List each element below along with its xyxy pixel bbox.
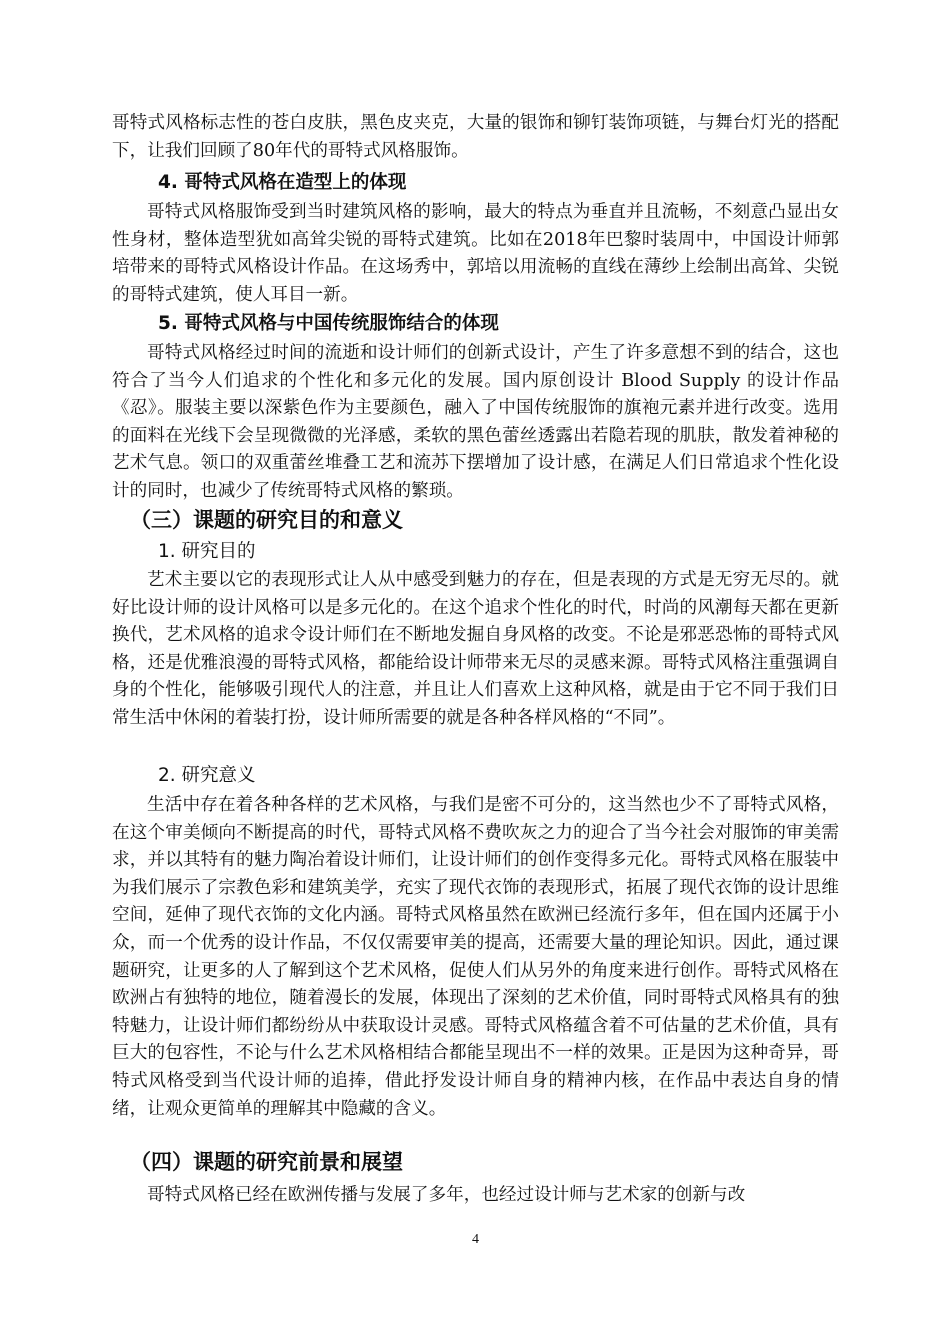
paragraph-research-significance [112, 792, 839, 1123]
section-heading-prospects: （四）课题的研究前景和展望 [130, 1150, 403, 1174]
heading-shape-expression: 4. 哥特式风格在造型上的体现 [158, 172, 407, 193]
paragraph: 生活中存在着各种各样的艺术风格，与我们是密不可分的，这当然也少不了哥特式风格，在这个审美倾向不断提高的时代，哥特式风格不费吹灰之力的迎合了当今社会对服饰的审美需求，并以其特有的魅力陶冶着设计师们，让设计师们的创作变得多元化。哥特式风格在服装中为我们展示了宗教色彩和建筑美学，充实了现代衣饰的表现形式，拓展了现代衣饰的设计思维空间，延伸了现代衣饰的文化内涵。哥特式风格虽然在欧洲已经流行多年，但在国内还属于小众，而一个优秀的设计作品，不仅仅需要审美的提高，还需要大量的理论知识。因此，通过课题研究，让更多的人了解到这个艺术风格，促使人们从另外的角度来进行创作。哥特式风格在欧洲占有独特的地位，随着漫长的发展，体现出了深刻的艺术价值，同时哥特式风格具有的独特魅力，让设计师们都纷纷从中获取设计灵感。哥特式风格蕴含着不可估量的艺术价值，具有巨大的包容性，不论与什么艺术风格相结合都能呈现出不一样的效果。正是因为这种奇异，哥特式风格受到当代设计师的追捧，借此抒发设计师自身的精神内核，在作品中表达自身的情绪，让观众更简单的理解其中隐藏的含义。 [112, 795, 839, 1119]
paragraph-intro-continuation [112, 110, 839, 165]
paragraph-research-purpose [112, 567, 839, 733]
subheading-research-purpose: 1. 研究目的 [158, 541, 256, 562]
paragraph: 哥特式风格服饰受到当时建筑风格的影响，最大的特点为垂直并且流畅，不刻意凸显出女性身材，整体造型犹如高耸尖锐的哥特式建筑。比如在2018年巴黎时装周中，中国设计师郭培带来的哥特式风格设计作品。在这场秀中，郭培以用流畅的直线在薄纱上绘制出高耸、尖锐的哥特式建筑，使人耳目一新。 [112, 202, 839, 305]
paragraph-prospects [112, 1182, 839, 1210]
paragraph-chinese-traditional [112, 340, 839, 506]
heading-chinese-traditional: 5. 哥特式风格与中国传统服饰结合的体现 [158, 313, 499, 334]
paragraph: 哥特式风格已经在欧洲传播与发展了多年，也经过设计师与艺术家的创新与改 [147, 1185, 746, 1205]
paragraph: 哥特式风格标志性的苍白皮肤，黑色皮夹克，大量的银饰和铆钉装饰项链，与舞台灯光的搭配下，让我们回顾了80年代的哥特式风格服饰。 [112, 113, 839, 161]
paragraph: 艺术主要以它的表现形式让人从中感受到魅力的存在，但是表现的方式是无穷无尽的。就好比设计师的设计风格可以是多元化的。在这个追求个性化的时代，时尚的风潮每天都在更新换代，艺术风格的追求令设计师们在不断地发掘自身风格的改变。不论是邪恶恐怖的哥特式风格，还是优雅浪漫的哥特式风格，都能给设计师带来无尽的灵感来源。哥特式风格注重强调自身的个性化，能够吸引现代人的注意，并且让人们喜欢上这种风格，就是由于它不同于我们日常生活中休闲的着装打扮，设计师所需要的就是各种各样风格的“不同”。 [112, 570, 839, 728]
subheading-research-significance: 2. 研究意义 [158, 765, 256, 786]
paragraph: 哥特式风格经过时间的流逝和设计师们的创新式设计，产生了许多意想不到的结合，这也符合了当今人们追求的个性化和多元化的发展。国内原创设计 Blood Supply 的设计作品《忍》。服装主要以深紫色作为主要颜色，融入了中国传统服饰的旗袍元素并进行改变。选用的面料在光线下会呈现微微的光泽感，柔软的黑色蕾丝透露出若隐若现的肌肤，散发着神秘的艺术气息。领口的双重蕾丝堆叠工艺和流苏下摆增加了设计感，在满足人们日常追求个性化设计的同时，也减少了传统哥特式风格的繁琐。 [112, 343, 839, 501]
page-number: 4 [472, 1232, 479, 1247]
paragraph-shape [112, 199, 839, 309]
section-heading-purpose: （三）课题的研究目的和意义 [130, 508, 403, 532]
